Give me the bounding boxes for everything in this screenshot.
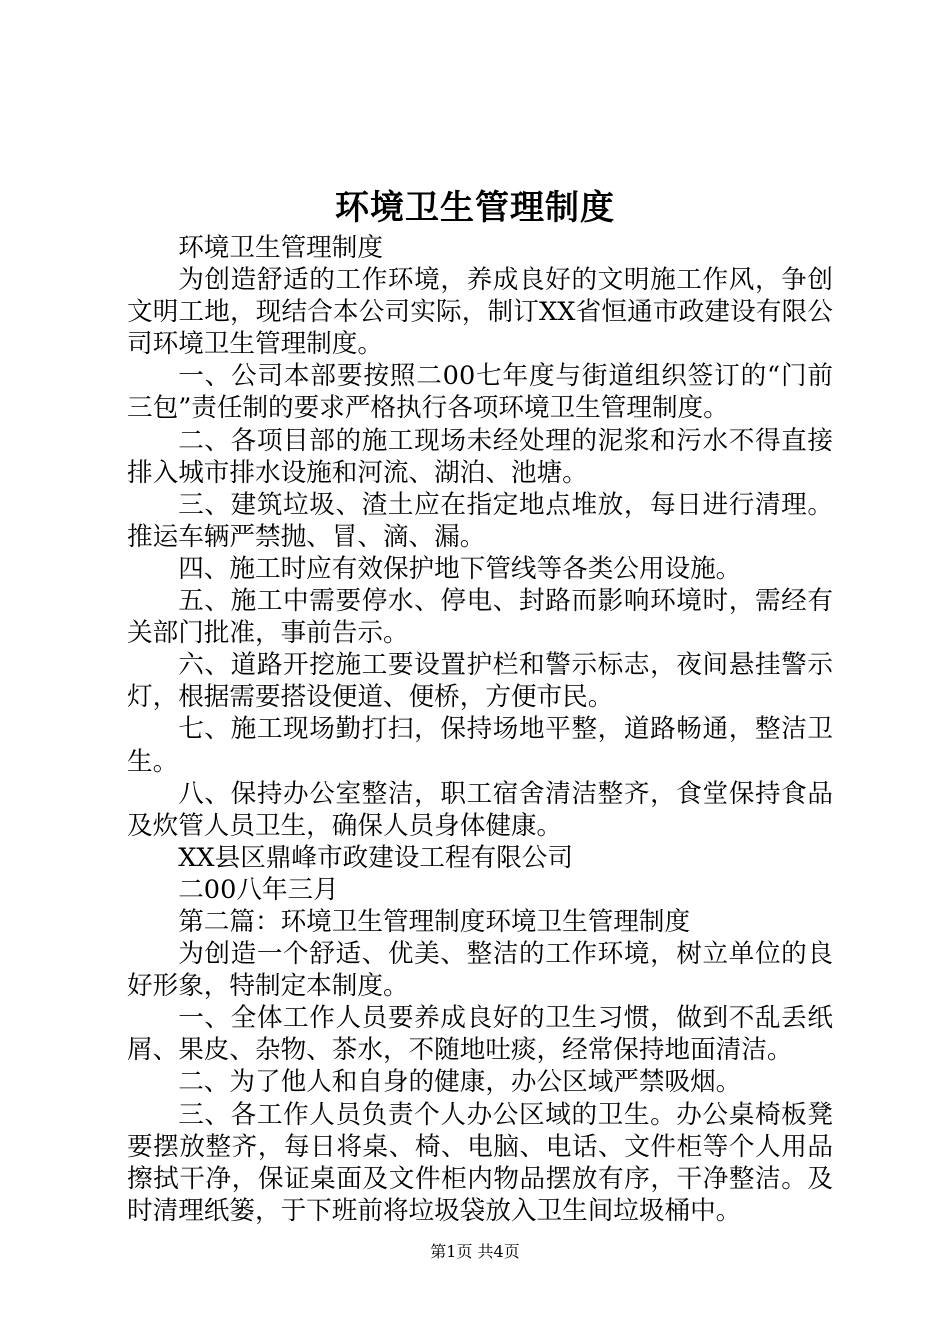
document-body xyxy=(127,232,833,1227)
rule-6: 六、道路开挖施工要设置护栏和警示标志，夜间悬挂警示灯，根据需要搭设便道、便桥，方便市民。 xyxy=(127,650,833,713)
company-signature: XX县区鼎峰市政建设工程有限公司 xyxy=(178,842,573,873)
document-title: 环境卫生管理制度 xyxy=(335,188,615,228)
heading-repeat: 环境卫生管理制度 xyxy=(178,233,383,263)
intro-paragraph: 为创造舒适的工作环境，养成良好的文明施工作风，争创文明工地，现结合本公司实际，制订XX省恒通市政建设有限公司环境卫生管理制度。 xyxy=(127,265,833,360)
second-rule-3: 三、各工作人员负责个人办公区域的卫生。办公桌椅板凳要摆放整齐，每日将桌、椅、电脑、电话、文件柜等个人用品擦拭干净，保证桌面及文件柜内物品摆放有序，干净整洁。及时清理纸篓，于下班前将垃圾袋放入卫生间垃圾桶中。 xyxy=(127,1099,833,1226)
signature-date: 二00八年三月 xyxy=(178,874,339,905)
rule-8: 八、保持办公室整洁，职工宿舍清洁整齐，食堂保持食品及炊管人员卫生，确保人员身体健康。 xyxy=(127,778,833,841)
rule-7: 七、施工现场勤打扫，保持场地平整，道路畅通，整洁卫生。 xyxy=(127,714,833,777)
rule-2: 二、各项目部的施工现场未经处理的泥浆和污水不得直接排入城市排水设施和河流、湖泊、池塘。 xyxy=(127,425,833,488)
second-rule-2: 二、为了他人和自身的健康，办公区域严禁吸烟。 xyxy=(178,1067,742,1098)
rule-5: 五、施工中需要停水、停电、封路而影响环境时，需经有关部门批准，事前告示。 xyxy=(127,586,833,649)
rule-1: 一、公司本部要按照二00七年度与街道组织签订的“门前三包”责任制的要求严格执行各项环境卫生管理制度。 xyxy=(127,361,833,424)
page-footer: 第1页 共4页 xyxy=(430,1242,520,1261)
second-rule-1: 一、全体工作人员要养成良好的卫生习惯，做到不乱丢纸屑、果皮、杂物、茶水，不随地吐痰，经常保持地面清洁。 xyxy=(127,1003,833,1066)
second-article-heading: 第二篇：环境卫生管理制度环境卫生管理制度 xyxy=(178,906,691,937)
rule-4: 四、施工时应有效保护地下管线等各类公用设施。 xyxy=(178,553,742,584)
rule-3: 三、建筑垃圾、渣土应在指定地点堆放，每日进行清理。推运车辆严禁抛、冒、滴、漏。 xyxy=(127,489,833,552)
second-intro-paragraph: 为创造一个舒适、优美、整洁的工作环境，树立单位的良好形象，特制定本制度。 xyxy=(127,939,833,1002)
